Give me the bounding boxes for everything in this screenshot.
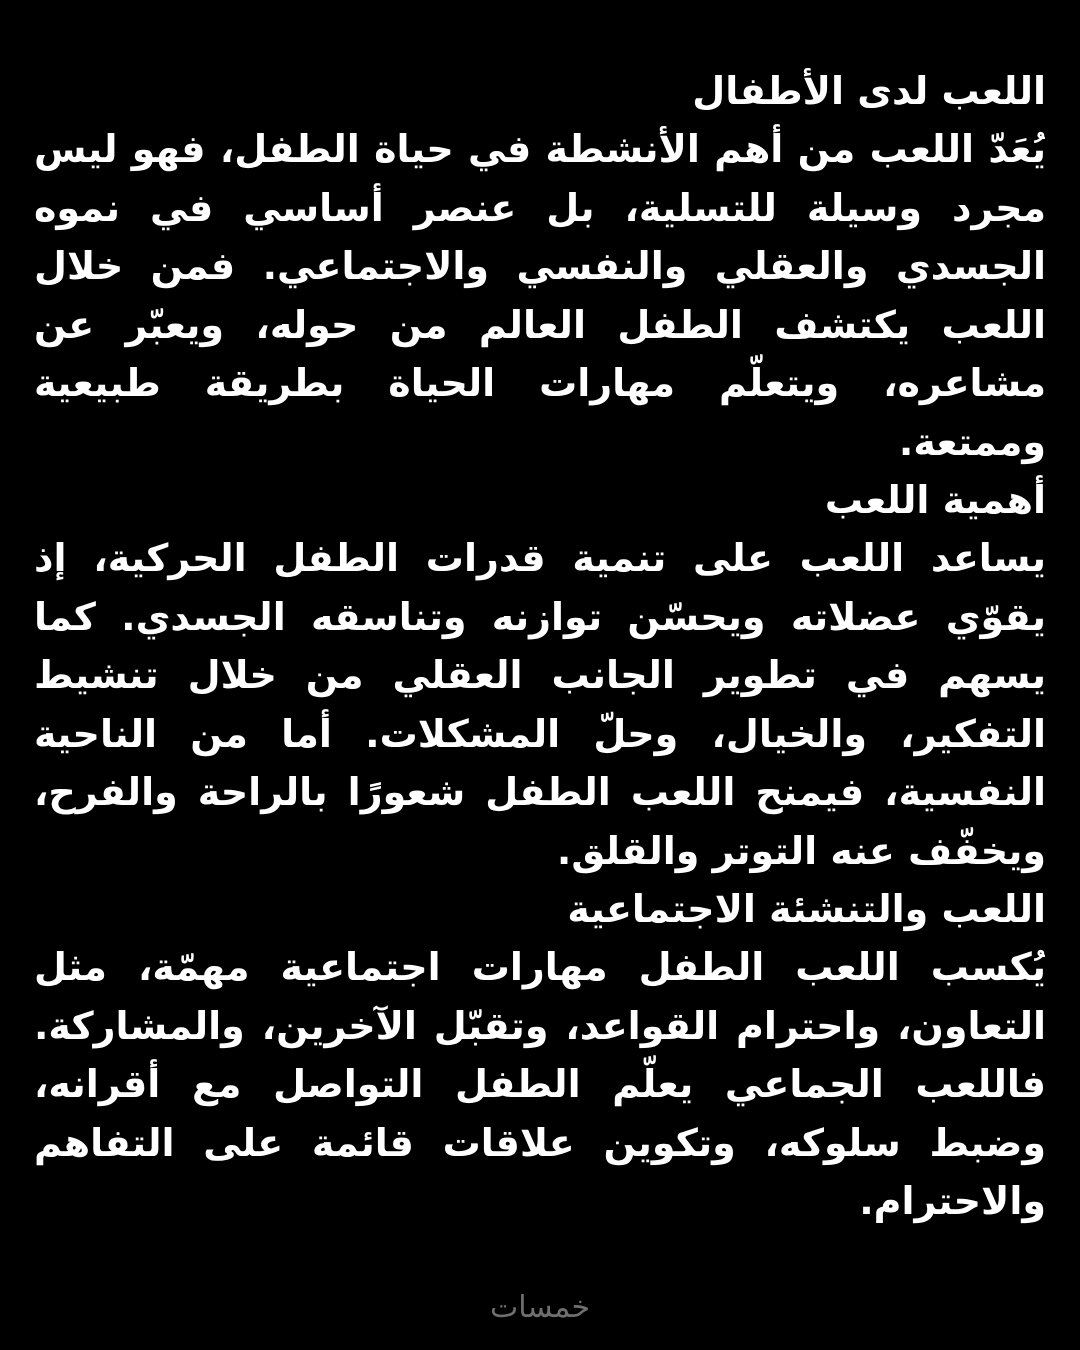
section-body-importance: يساعد اللعب على تنمية قدرات الطفل الحركية، إذ يقوّي عضلاته ويحسّن توازنه وتناسقه الجسدي. كما يسهم في تطوير الجانب العقلي من خلال تنشيط التفكير، والخيال، وحلّ المشكلات. أما من الناحية النفسية، فيمنح اللعب الطفل شعورًا بالراحة والفرح، ويخفّف عنه التوتر والقلق.: [34, 536, 1046, 873]
section-heading-importance: أهمية اللعب: [824, 478, 1046, 522]
watermark-logo: خمسات: [489, 1290, 591, 1325]
section-body-socialization: يُكسب اللعب الطفل مهارات اجتماعية مهمّة، مثل التعاون، واحترام القواعد، وتقبّل الآخرين، والمشاركة. فاللعب الجماعي يعلّم الطفل التواصل مع أقرانه، وضبط سلوكه، وتكوين علاقات قائمة على التفاهم والاحترام.: [34, 945, 1046, 1223]
section-heading-socialization: اللعب والتنشئة الاجتماعية: [567, 887, 1046, 931]
article-title: اللعب لدى الأطفال: [692, 69, 1046, 113]
intro-paragraph: يُعَدّ اللعب من أهم الأنشطة في حياة الطفل، فهو ليس مجرد وسيلة للتسلية، بل عنصر أساسي في نموه الجسدي والعقلي والنفسي والاجتماعي. فمن خلال اللعب يكتشف الطفل العالم من حوله، ويعبّر عن مشاعره، ويتعلّم مهارات الحياة بطريقة طبيعية وممتعة.: [34, 127, 1046, 464]
article: [34, 62, 1046, 1287]
